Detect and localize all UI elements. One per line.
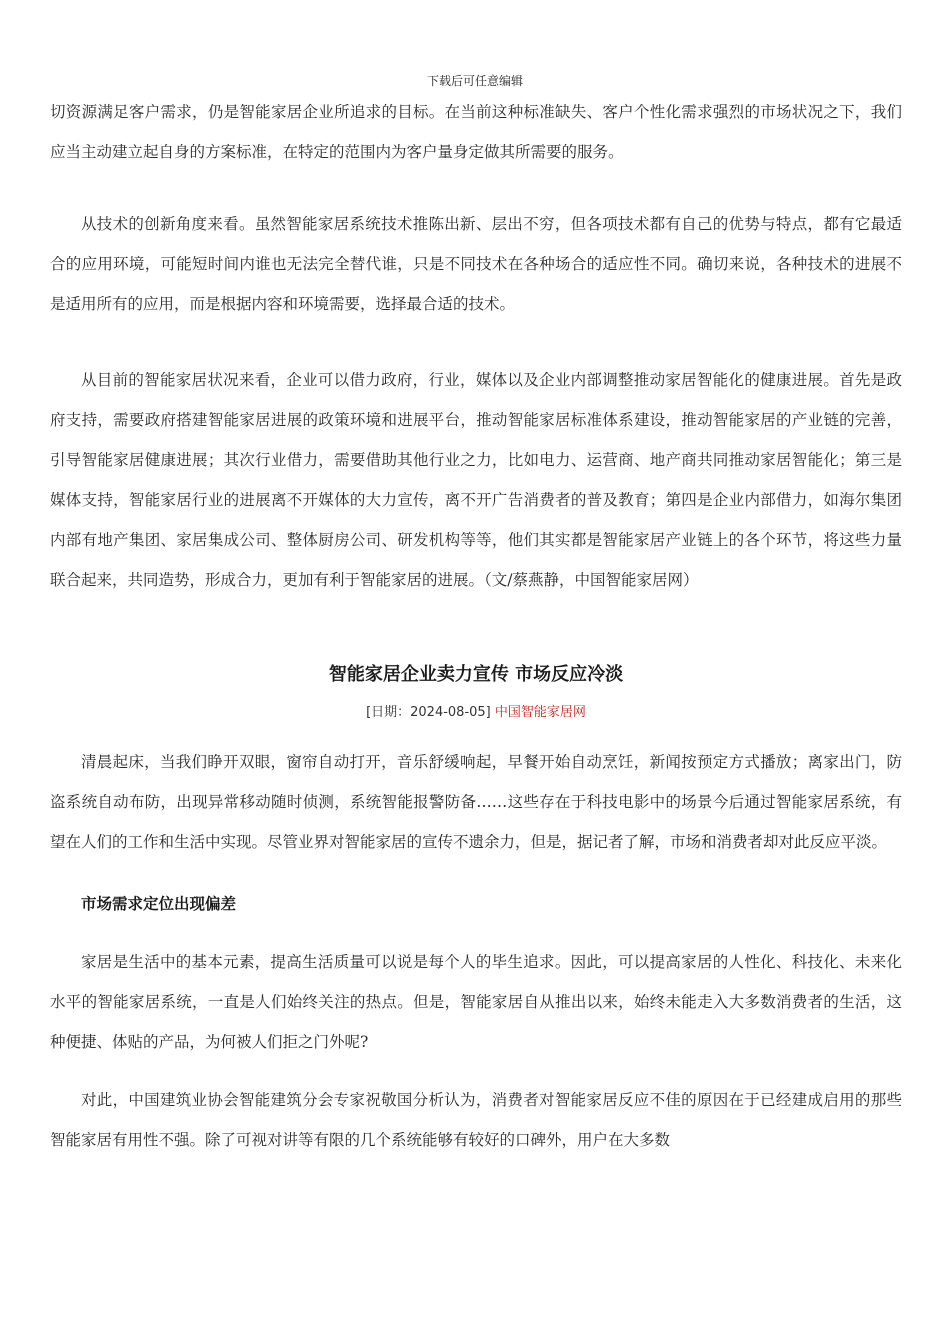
section-heading: 市场需求定位出现偏差 xyxy=(81,894,237,913)
download-note: 下载后可任意编辑 xyxy=(426,74,523,88)
article-title: 智能家居企业卖力宣传 市场反应冷淡 xyxy=(328,664,624,685)
paragraph-intro: 清晨起床，当我们睁开双眼，窗帘自动打开，音乐舒缓响起，早餐开始自动烹饪，新闻按预定方式播放；离家出门，防盗系统自动布防，出现异常移动随时侦测，系统智能报警防备……这些存在于科技电影中的场景今后通过智能家居系统，有望在人们的工作和生活中实现。尽管业界对智能家居的宣传不遗余力，但是，据记者了解，市场和消费者却对此反应平淡。 xyxy=(50,753,902,851)
document-body xyxy=(50,92,902,1160)
paragraph-continued: 切资源满足客户需求，仍是智能家居企业所追求的目标。在当前这种标准缺失、客户个性化需求强烈的市场状况之下，我们应当主动建立起自身的方案标准，在特定的范围内为客户量身定做其所需要的服务。 xyxy=(50,103,902,161)
article-date: [日期：2024-08-05] xyxy=(366,705,491,720)
paragraph-section-1: 家居是生活中的基本元素，提高生活质量可以说是每个人的毕生追求。因此，可以提高家居的人性化、科技化、未来化水平的智能家居系统，一直是人们始终关注的热点。但是，智能家居自从推出以来，始终未能走入大多数消费者的生活，这种便捷、体贴的产品，为何被人们拒之门外呢? xyxy=(50,953,902,1051)
paragraph-section-2: 对此，中国建筑业协会智能建筑分会专家祝敬国分析认为，消费者对智能家居反应不佳的原因在于已经建成启用的那些智能家居有用性不强。除了可视对讲等有限的几个系统能够有较好的口碑外，用户在大多数 xyxy=(50,1091,902,1149)
paragraph-current-status: 从目前的智能家居状况来看，企业可以借力政府，行业，媒体以及企业内部调整推动家居智能化的健康进展。首先是政府支持，需要政府搭建智能家居进展的政策环境和进展平台，推动智能家居标准体系建设，推动智能家居的产业链的完善，引导智能家居健康进展；其次行业借力，需要借助其他行业之力，比如电力、运营商、地产商共同推动家居智能化；第三是媒体支持，智能家居行业的进展离不开媒体的大力宣传，离不开广告消费者的普及教育；第四是企业内部借力，如海尔集团内部有地产集团、家居集成公司、整体厨房公司、研发机构等等，他们其实都是智能家居产业链上的各个环节，将这些力量联合起来，共同造势，形成合力，更加有利于智能家居的进展。（文/蔡燕静，中国智能家居网） xyxy=(50,371,902,589)
article-source-link[interactable]: 中国智能家居网 xyxy=(494,705,586,720)
article-meta xyxy=(50,702,902,724)
paragraph-technology: 从技术的创新角度来看。虽然智能家居系统技术推陈出新、层出不穷，但各项技术都有自己的优势与特点，都有它最适合的应用环境，可能短时间内谁也无法完全替代谁，只是不同技术在各种场合的适应性不同。确切来说，各种技术的进展不是适用所有的应用，而是根据内容和环境需要，选择最合适的技术。 xyxy=(50,215,902,313)
